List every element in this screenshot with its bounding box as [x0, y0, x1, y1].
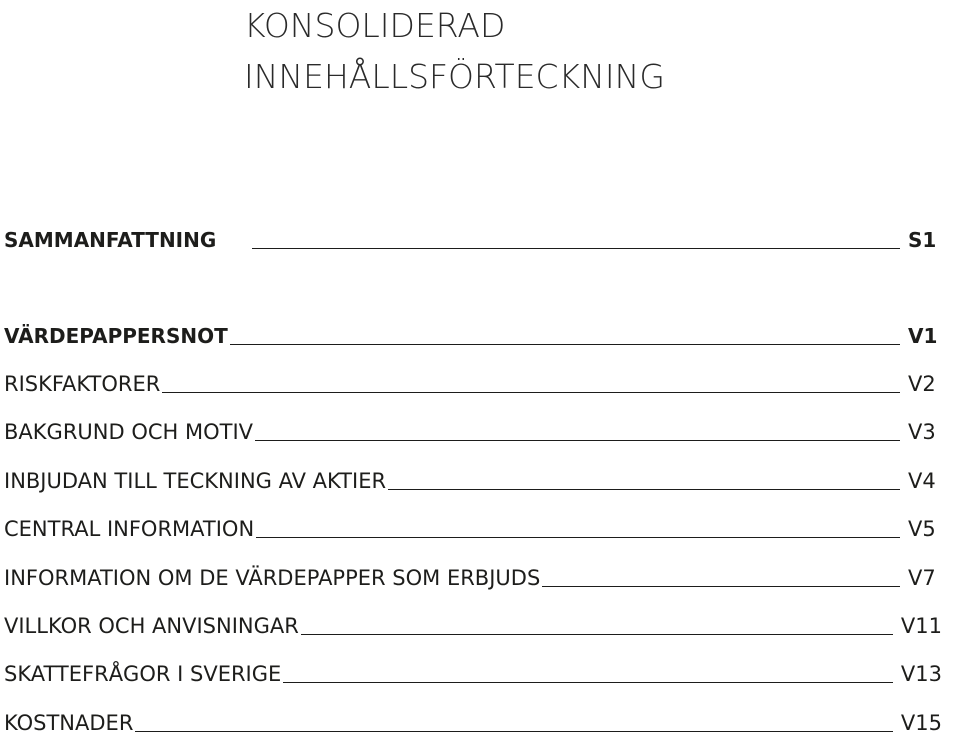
toc-entry-label: RISKFAKTORER — [4, 372, 161, 396]
toc-leader-line — [252, 248, 900, 249]
toc-leader-line — [542, 586, 900, 587]
page-title-line-2: INNEHÅLLSFÖRTECKNING — [244, 57, 665, 96]
toc-entry-bakgrund-och-motiv[interactable] — [4, 415, 942, 445]
toc-leader-line — [162, 392, 900, 393]
toc-leader-line — [388, 489, 900, 490]
toc-entry-page: V3 — [908, 420, 936, 444]
toc-entry-page: V1 — [908, 324, 938, 348]
toc-entry-label: CENTRAL INFORMATION — [4, 517, 255, 541]
page-title-line-1: KONSOLIDERAD — [244, 6, 506, 45]
toc-entry-label: INBJUDAN TILL TECKNING AV AKTIER — [4, 469, 387, 493]
toc-entry-page: V13 — [900, 662, 942, 686]
toc-entry-page: S1 — [908, 228, 937, 252]
toc-entry-label: VÄRDEPAPPERSNOT — [4, 324, 228, 348]
toc-entry-label: INFORMATION OM DE VÄRDEPAPPER SOM ERBJUDS — [4, 566, 541, 590]
toc-entry-riskfaktorer[interactable] — [4, 367, 942, 397]
toc-entry-label: SAMMANFATTNING — [4, 228, 217, 252]
toc-entry-villkor-och-anvisningar[interactable] — [4, 609, 942, 639]
toc-entry-page: V5 — [908, 517, 936, 541]
toc-entry-vardepappersnot[interactable] — [4, 319, 942, 349]
toc-entry-page: V7 — [908, 566, 936, 590]
toc-leader-line — [283, 682, 893, 683]
toc-leader-line — [255, 440, 900, 441]
toc-entry-information-om-vardepapper[interactable] — [4, 561, 942, 591]
toc-leader-line — [135, 731, 892, 732]
toc-entry-central-information[interactable] — [4, 512, 942, 542]
toc-leader-line — [256, 537, 900, 538]
toc-entry-skattefragor-i-sverige[interactable] — [4, 657, 942, 687]
toc-entry-inbjudan-till-teckning[interactable] — [4, 464, 942, 494]
toc-entry-page: V15 — [900, 711, 942, 735]
toc-entry-label: SKATTEFRÅGOR I SVERIGE — [4, 662, 282, 686]
toc-entry-page: V2 — [908, 372, 936, 396]
toc-entry-page: V11 — [900, 614, 942, 638]
toc-entry-sammanfattning[interactable] — [4, 223, 942, 253]
toc-entry-label: KOSTNADER — [4, 711, 134, 735]
toc-leader-line — [230, 344, 900, 345]
toc-leader-line — [301, 634, 893, 635]
toc-entry-kostnader[interactable] — [4, 706, 942, 736]
toc-entry-label: VILLKOR OCH ANVISNINGAR — [4, 614, 299, 638]
toc-entry-page: V4 — [908, 469, 936, 493]
toc-entry-label: BAKGRUND OCH MOTIV — [4, 420, 254, 444]
